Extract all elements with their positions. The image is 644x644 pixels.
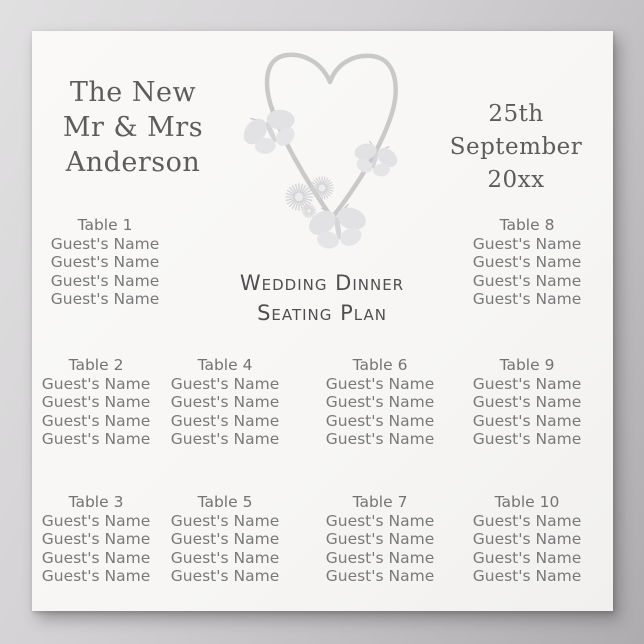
guest-name: Guest's Name [41, 511, 151, 530]
guest-name: Guest's Name [325, 548, 435, 567]
guest-name: Guest's Name [472, 411, 582, 430]
daisy-icon [302, 204, 316, 218]
guest-name: Guest's Name [170, 374, 280, 393]
table-title: Table 9 [499, 356, 555, 374]
guest-name: Guest's Name [472, 548, 582, 567]
guest-name: Guest's Name [472, 511, 582, 530]
guest-name: Guest's Name [325, 530, 435, 548]
guest-name: Guest's Name [472, 290, 582, 308]
guest-name: Guest's Name [170, 411, 280, 430]
guest-name: Guest's Name [472, 234, 582, 253]
table-title: Table 7 [352, 493, 408, 511]
daisy-icon [310, 176, 333, 199]
table-block-4 [150, 356, 300, 449]
guest-name: Guest's Name [472, 393, 582, 411]
guest-name: Guest's Name [170, 511, 280, 530]
guest-name: Guest's Name [325, 411, 435, 430]
couple-title-line: Anderson [65, 147, 201, 178]
guest-name: Guest's Name [325, 430, 435, 448]
guest-name: Guest's Name [41, 530, 151, 548]
table-block-3 [21, 493, 171, 586]
guest-name: Guest's Name [472, 530, 582, 548]
butterfly-icon [347, 136, 404, 182]
table-block-10 [452, 493, 602, 586]
table-block-2 [21, 356, 171, 449]
guest-name: Guest's Name [41, 430, 151, 448]
guest-name: Guest's Name [472, 253, 582, 271]
table-title: Table 8 [499, 216, 555, 234]
guest-name: Guest's Name [170, 530, 280, 548]
seating-plan-heading [182, 268, 462, 328]
guest-name: Guest's Name [41, 411, 151, 430]
table-title: Table 1 [77, 216, 133, 234]
guest-name: Guest's Name [325, 374, 435, 393]
guest-name: Guest's Name [50, 271, 160, 290]
guest-name: Guest's Name [325, 567, 435, 585]
event-date-line: September [449, 134, 583, 160]
daisy-icon [285, 183, 312, 210]
table-block-1 [30, 216, 180, 309]
table-block-5 [150, 493, 300, 586]
guest-name: Guest's Name [170, 567, 280, 585]
guest-name: Guest's Name [41, 393, 151, 411]
heading-line: Seating Plan [257, 301, 387, 325]
seating-plan-poster [32, 31, 613, 611]
guest-name: Guest's Name [50, 234, 160, 253]
couple-title-line: Mr & Mrs [62, 112, 204, 143]
guest-name: Guest's Name [41, 567, 151, 585]
table-title: Table 3 [68, 493, 124, 511]
event-date [426, 98, 606, 197]
table-block-7 [305, 493, 455, 586]
table-title: Table 10 [494, 493, 560, 511]
table-block-6 [305, 356, 455, 449]
guest-name: Guest's Name [472, 567, 582, 585]
event-date-line: 25th [488, 101, 544, 127]
couple-title [33, 75, 233, 180]
guest-name: Guest's Name [41, 548, 151, 567]
guest-name: Guest's Name [472, 430, 582, 448]
guest-name: Guest's Name [472, 271, 582, 290]
guest-name: Guest's Name [170, 430, 280, 448]
table-title: Table 5 [197, 493, 253, 511]
table-title: Table 6 [352, 356, 408, 374]
guest-name: Guest's Name [472, 374, 582, 393]
table-block-9 [452, 356, 602, 449]
guest-name: Guest's Name [170, 548, 280, 567]
couple-title-line: The New [69, 77, 197, 108]
guest-name: Guest's Name [325, 511, 435, 530]
guest-name: Guest's Name [325, 393, 435, 411]
event-date-line: 20xx [487, 167, 545, 193]
guest-name: Guest's Name [41, 374, 151, 393]
guest-name: Guest's Name [50, 253, 160, 271]
table-title: Table 2 [68, 356, 124, 374]
table-block-8 [452, 216, 602, 309]
guest-name: Guest's Name [170, 393, 280, 411]
table-title: Table 4 [197, 356, 253, 374]
guest-name: Guest's Name [50, 290, 160, 308]
heading-line: Wedding Dinner [239, 271, 405, 295]
heart-butterflies-graphic [232, 51, 417, 266]
